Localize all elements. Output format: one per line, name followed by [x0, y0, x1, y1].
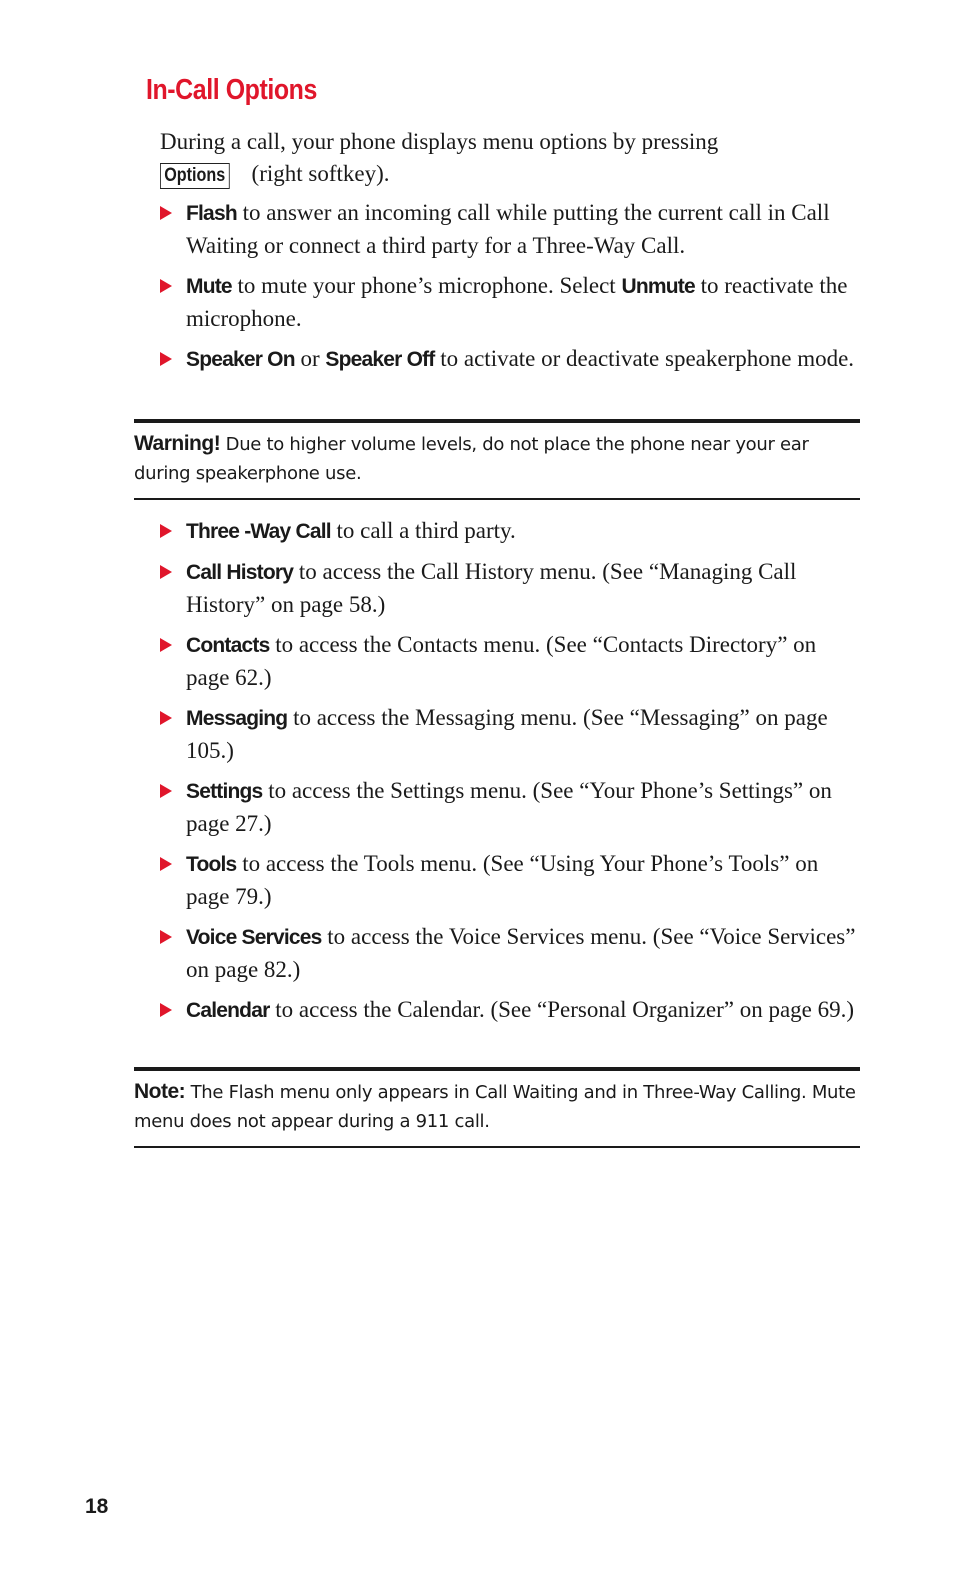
list-item	[160, 515, 860, 548]
option-keyword: Contacts	[186, 634, 270, 657]
note-text: The Flash menu only appears in Call Waiting and in Three-Way Calling. Mute menu does not appear during a 911 call.	[134, 1082, 856, 1132]
red-triangle-bullet-icon	[160, 784, 172, 798]
option-keyword: Settings	[186, 780, 263, 803]
list-item	[160, 197, 860, 262]
option-keyword: Flash	[186, 202, 237, 225]
red-triangle-bullet-icon	[160, 352, 172, 366]
option-keyword: Speaker On	[186, 348, 295, 371]
options-list-top	[160, 197, 860, 384]
intro-paragraph	[160, 126, 850, 190]
option-keyword-secondary: Speaker Off	[325, 348, 435, 371]
option-keyword: Mute	[186, 275, 232, 298]
option-description-secondary: to reactivate the microphone.	[186, 273, 848, 331]
option-keyword: Calendar	[186, 999, 270, 1022]
option-description: to access the Contacts menu. (See “Contacts Directory” on page 62.)	[186, 632, 817, 690]
options-softkey-label: Options	[160, 163, 230, 189]
list-item	[160, 775, 860, 840]
warning-label: Warning!	[134, 432, 221, 455]
intro-text-after: (right softkey).	[251, 161, 390, 186]
red-triangle-bullet-icon	[160, 638, 172, 652]
option-keyword: Three -Way Call	[186, 520, 331, 543]
option-description: to access the Settings menu. (See “Your Phone’s Settings” on page 27.)	[186, 778, 832, 836]
option-keyword: Messaging	[186, 707, 288, 730]
list-item	[160, 702, 860, 767]
option-description: to call a third party.	[336, 518, 516, 543]
option-description-secondary: to activate or deactivate speakerphone mode.	[440, 346, 855, 371]
warning-text: Due to higher volume levels, do not place the phone near your ear during speakerphone use.	[134, 434, 809, 484]
note-box	[134, 1067, 860, 1148]
red-triangle-bullet-icon	[160, 524, 172, 538]
option-description: to answer an incoming call while putting the current call in Call Waiting or connect a third party for a Three-Way Call.	[186, 200, 830, 258]
option-keyword-secondary: Unmute	[621, 275, 695, 298]
red-triangle-bullet-icon	[160, 206, 172, 220]
option-description: to mute your phone’s microphone. Select	[237, 273, 616, 298]
list-item	[160, 629, 860, 694]
option-keyword: Voice Services	[186, 926, 322, 949]
option-description: to access the Voice Services menu. (See “Voice Services” on page 82.)	[186, 924, 856, 982]
section-title: In-Call Options	[146, 74, 317, 106]
red-triangle-bullet-icon	[160, 930, 172, 944]
option-description: to access the Tools menu. (See “Using Your Phone’s Tools” on page 79.)	[186, 851, 819, 909]
option-description: or	[300, 346, 320, 371]
option-description: to access the Messaging menu. (See “Messaging” on page 105.)	[186, 705, 828, 763]
red-triangle-bullet-icon	[160, 1003, 172, 1017]
intro-text: During a call, your phone displays menu options by pressing	[160, 129, 719, 154]
list-item	[160, 270, 860, 335]
list-item	[160, 994, 860, 1027]
list-item	[160, 921, 860, 986]
red-triangle-bullet-icon	[160, 711, 172, 725]
warning-box	[134, 419, 860, 500]
list-item	[160, 556, 860, 621]
red-triangle-bullet-icon	[160, 565, 172, 579]
option-description: to access the Call History menu. (See “Managing Call History” on page 58.)	[186, 559, 797, 617]
option-description: to access the Calendar. (See “Personal Organizer” on page 69.)	[275, 997, 855, 1022]
note-label: Note:	[134, 1080, 186, 1103]
options-list-bottom	[160, 515, 860, 1035]
option-keyword: Call History	[186, 561, 294, 584]
red-triangle-bullet-icon	[160, 279, 172, 293]
option-keyword: Tools	[186, 853, 237, 876]
page-number: 18	[85, 1495, 109, 1518]
list-item	[160, 343, 860, 376]
list-item	[160, 848, 860, 913]
red-triangle-bullet-icon	[160, 857, 172, 871]
